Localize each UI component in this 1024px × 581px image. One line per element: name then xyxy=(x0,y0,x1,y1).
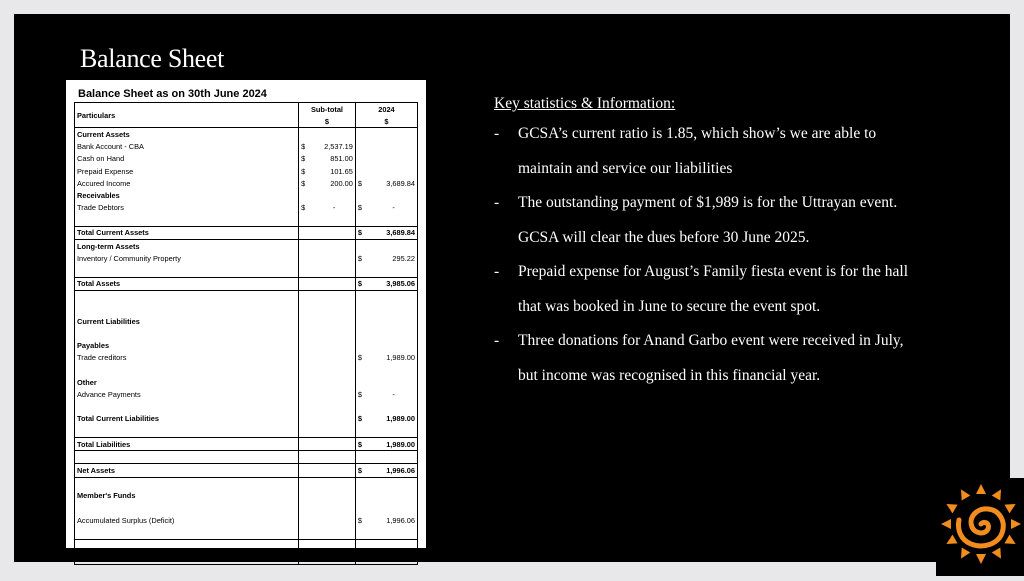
list-item: - The outstanding payment of $1,989 is for the Uttrayan event. GCSA will clear the dues before 30 June 2025. xyxy=(494,194,898,246)
col-year-unit: $ xyxy=(355,115,417,128)
table-row: Total Current Liabilities $ 1,989.00 xyxy=(75,413,418,425)
table-row: Total Member's Funds $ 1,996.06 xyxy=(75,552,418,565)
sheet-title: Balance Sheet as on 30th June 2024 xyxy=(78,88,267,100)
sun-spiral-icon xyxy=(936,478,1024,576)
table-row: Current Assets xyxy=(75,128,418,141)
table-row: Member's Funds xyxy=(75,490,418,502)
table-row: Receivables xyxy=(75,189,418,201)
col-2024: 2024 xyxy=(355,103,417,116)
logo xyxy=(936,478,1024,576)
slide-title: Balance Sheet xyxy=(80,44,225,73)
table-row: Payables xyxy=(75,340,418,352)
table-row: Total Liabilities $ 1,989.00 xyxy=(75,438,418,451)
col-subtotal: Sub-total xyxy=(299,103,356,116)
table-row: Inventory / Community Property $ 295.22 xyxy=(75,252,418,264)
table-row: Total Assets $ 3,985.06 xyxy=(75,277,418,290)
header-row xyxy=(75,103,418,116)
table-row: Total Current Assets $ 3,689.84 xyxy=(75,226,418,239)
col-particulars: Particulars xyxy=(75,103,299,128)
table-row: Current Liabilities xyxy=(75,315,418,327)
table-row: Prepaid Expense $ 101.65 xyxy=(75,165,418,177)
col-subtotal-unit: $ xyxy=(299,115,356,128)
table-row: Accured Income $ 200.00 $ 3,689.84 xyxy=(75,177,418,189)
balance-sheet-table xyxy=(66,80,426,563)
list-item: - GCSA’s current ratio is 1.85, which show’s we are able to maintain and service our liabilities xyxy=(494,125,877,177)
table-row: Accumulated Surplus (Deficit) $ 1,996.06 xyxy=(75,514,418,526)
table-row: Bank Account - CBA $ 2,537.19 xyxy=(75,141,418,153)
key-statistics xyxy=(494,95,994,393)
table-row: Trade Debtors $ - $ - xyxy=(75,202,418,214)
table-row: Cash on Hand $ 851.00 xyxy=(75,153,418,165)
table-row: Long-term Assets xyxy=(75,240,418,253)
table-row: Trade creditors $ 1,989.00 xyxy=(75,352,418,364)
table-row: Other xyxy=(75,376,418,388)
list-item: - Prepaid expense for August’s Family fiesta event is for the hall that was booked in June to secure the event spot. xyxy=(494,263,908,315)
table-row: Advance Payments $ - xyxy=(75,388,418,400)
list-item: - Three donations for Anand Garbo event were received in July, but income was recognised in this financial year. xyxy=(494,332,904,384)
table-row: Net Assets $ 1,996.06 xyxy=(75,464,418,477)
balance-table xyxy=(74,102,418,565)
key-statistics-heading: Key statistics & Information: xyxy=(494,95,676,112)
